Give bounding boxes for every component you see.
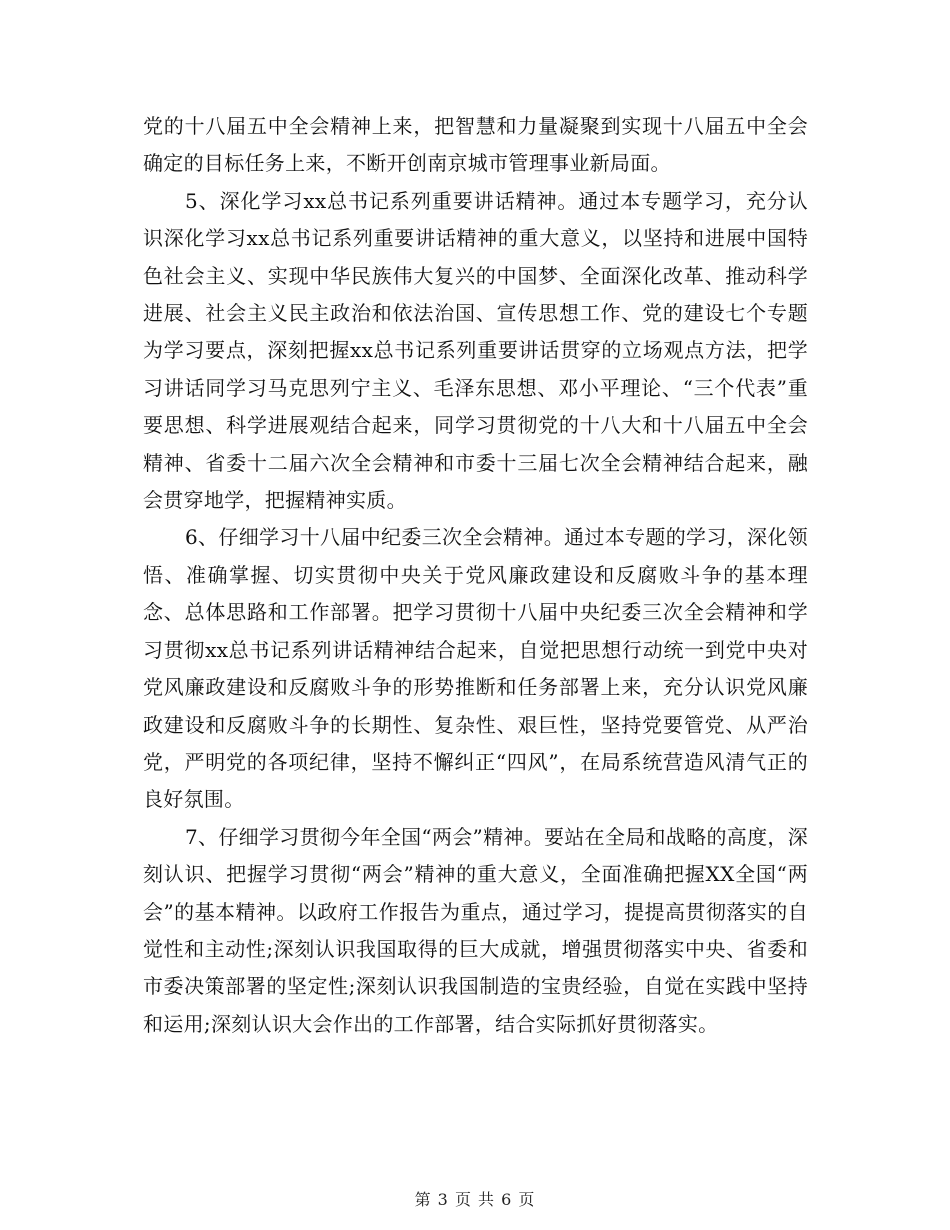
paragraph-continuation: 党的十八届五中全会精神上来，把智慧和力量凝聚到实现十八届五中全会确定的目标任务上来，不断开创南京城市管理事业新局面。 <box>143 114 808 176</box>
paragraph-item-5: 5、深化学习xx总书记系列重要讲话精神。通过本专题学习，充分认识深化学习xx总书记系列重要讲话精神的重大意义，以坚持和进展中国特色社会主义、实现中华民族伟大复兴的中国梦、全面深化改革、推动科学进展、社会主义民主政治和依法治国、宣传思想工作、党的建设七个专题为学习要点，深刻把握xx总书记系列重要讲话贯穿的立场观点方法，把学习讲话同学习马克思列宁主义、毛泽东思想、邓小平理论、“三个代表”重要思想、科学进展观结合起来，同学习贯彻党的十八大和十八届五中全会精神、省委十二届六次全会精神和市委十三届七次全会精神结合起来，融会贯穿地学，把握精神实质。 <box>143 188 808 513</box>
paragraph-item-7: 7、仔细学习贯彻今年全国“两会”精神。要站在全局和战略的高度，深刻认识、把握学习贯彻“两会”精神的重大意义，全面准确把握XX全国“两会”的基本精神。以政府工作报告为重点，通过学习，提提高贯彻落实的自觉性和主动性;深刻认识我国取得的巨大成就，增强贯彻落实中央、省委和市委决策部署的坚定性;深刻认识我国制造的宝贵经验，自觉在实践中坚持和运用;深刻认识大会作出的工作部署，结合实际抓好贯彻落实。 <box>143 824 808 1036</box>
paragraph-item-6: 6、仔细学习十八届中纪委三次全会精神。通过本专题的学习，深化领悟、准确掌握、切实贯彻中央关于党风廉政建设和反腐败斗争的基本理念、总体思路和工作部署。把学习贯彻十八届中央纪委三次全会精神和学习贯彻xx总书记系列讲话精神结合起来，自觉把思想行动统一到党中央对党风廉政建设和反腐败斗争的形势推断和任务部署上来，充分认识党风廉政建设和反腐败斗争的长期性、复杂性、艰巨性，坚持党要管党、从严治党，严明党的各项纪律，坚持不懈纠正“四风”，在局系统营造风清气正的良好氛围。 <box>143 525 808 812</box>
document-body <box>143 108 808 1043</box>
page-number-footer: 第 3 页 共 6 页 <box>414 1190 536 1209</box>
